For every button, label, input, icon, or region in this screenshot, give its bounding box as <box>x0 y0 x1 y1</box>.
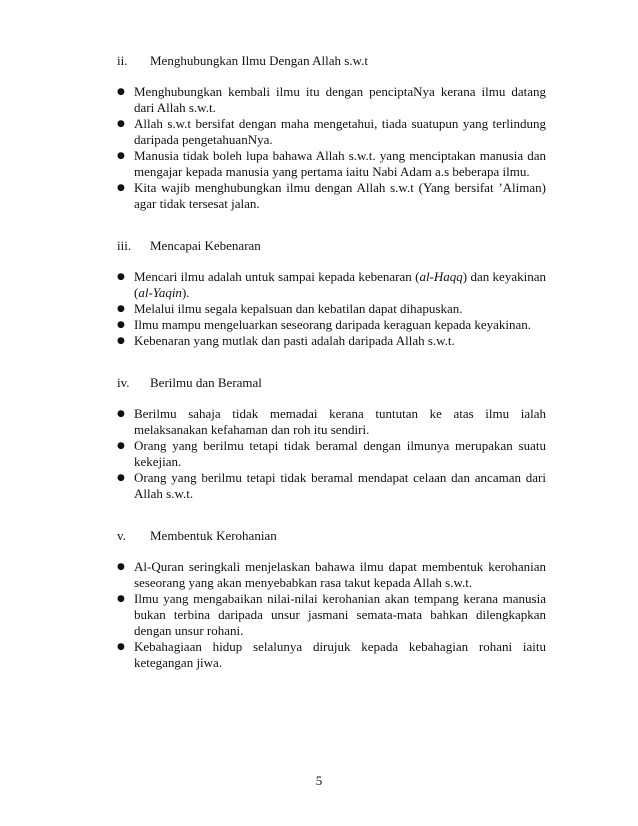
section-title: Menghubungkan Ilmu Dengan Allah s.w.t <box>150 53 368 68</box>
section-number: iii. <box>117 238 132 253</box>
bullet-item <box>117 84 546 116</box>
bullet-text <box>134 84 546 116</box>
bullet-list <box>117 84 546 212</box>
bullet-item <box>117 301 546 317</box>
bullet-text <box>134 591 546 639</box>
bullet-icon: ● <box>117 562 125 572</box>
bullet-item <box>117 180 546 212</box>
bullet-icon: ● <box>117 151 125 161</box>
section-heading <box>117 238 546 254</box>
bullet-icon: ● <box>117 304 125 314</box>
section-heading <box>117 53 546 69</box>
section <box>117 528 546 671</box>
bullet-text <box>134 406 546 438</box>
bullet-text <box>134 269 546 301</box>
bullet-icon: ● <box>117 320 125 330</box>
section-title: Mencapai Kebenaran <box>150 238 261 253</box>
bullet-icon: ● <box>117 441 125 451</box>
bullet-item <box>117 269 546 301</box>
bullet-icon: ● <box>117 473 125 483</box>
bullet-item <box>117 438 546 470</box>
section-title: Membentuk Kerohanian <box>150 528 277 543</box>
italic-term: al-Yaqin <box>138 285 182 300</box>
section <box>117 375 546 502</box>
bullet-text <box>134 317 546 333</box>
text-run: ). <box>181 285 190 300</box>
bullet-text <box>134 438 546 470</box>
text-run: Ilmu mampu mengeluarkan seseorang daripada keraguan kepada keyakinan. <box>134 317 532 332</box>
bullet-item <box>117 148 546 180</box>
bullet-text <box>134 470 546 502</box>
section-title: Berilmu dan Beramal <box>150 375 262 390</box>
text-run: Berilmu sahaja tidak memadai kerana tuntutan ke atas ilmu ialah melaksanakan kefahaman dan roh itu sendiri. <box>134 406 546 437</box>
text-run: Kebahagiaan hidup selalunya dirujuk kepada kebahagian rohani iaitu ketegangan jiwa. <box>134 639 546 670</box>
bullet-text <box>134 148 546 180</box>
bullet-list <box>117 406 546 502</box>
bullet-item <box>117 317 546 333</box>
text-run: Mencari ilmu adalah untuk sampai kepada kebenaran ( <box>134 269 420 284</box>
bullet-icon: ● <box>117 272 125 282</box>
text-run: Manusia tidak boleh lupa bahawa Allah s.w.t. yang menciptakan manusia dan mengajar kepada manusia yang pertama iaitu Nabi Adam a.s beberapa ilmu. <box>134 148 546 179</box>
bullet-item <box>117 333 546 349</box>
bullet-text <box>134 116 546 148</box>
text-run: Menghubungkan kembali ilmu itu dengan penciptaNya kerana ilmu datang dari Allah s.w.t. <box>134 84 546 115</box>
bullet-text <box>134 180 546 212</box>
text-run: Kita wajib menghubungkan ilmu dengan Allah s.w.t (Yang bersifat ’Aliman) agar tidak tersesat jalan. <box>134 180 546 211</box>
bullet-icon: ● <box>117 594 125 604</box>
bullet-icon: ● <box>117 642 125 652</box>
text-run: Allah s.w.t bersifat dengan maha mengetahui, tiada suatupun yang terlindung daripada pengetahuanNya. <box>134 116 546 147</box>
bullet-item <box>117 559 546 591</box>
text-run: Orang yang berilmu tetapi tidak beramal mendapat celaan dan ancaman dari Allah s.w.t. <box>134 470 546 501</box>
bullet-icon: ● <box>117 336 125 346</box>
bullet-icon: ● <box>117 183 125 193</box>
bullet-text <box>134 301 546 317</box>
bullet-icon: ● <box>117 119 125 129</box>
text-run: Orang yang berilmu tetapi tidak beramal dengan ilmunya merupakan suatu kekejian. <box>134 438 546 469</box>
bullet-text <box>134 639 546 671</box>
bullet-icon: ● <box>117 87 125 97</box>
section-number: v. <box>117 528 126 543</box>
bullet-list <box>117 269 546 349</box>
section-number: ii. <box>117 53 128 68</box>
bullet-item <box>117 406 546 438</box>
sections-container <box>117 53 546 697</box>
text-run: Al-Quran seringkali menjelaskan bahawa ilmu dapat membentuk kerohanian seseorang yang akan menyebabkan rasa takut kepada Allah s.w.t. <box>134 559 546 590</box>
bullet-icon: ● <box>117 409 125 419</box>
bullet-text <box>134 559 546 591</box>
bullet-item <box>117 470 546 502</box>
section-heading <box>117 528 546 544</box>
section-heading <box>117 375 546 391</box>
bullet-text <box>134 333 546 349</box>
section <box>117 238 546 349</box>
page-number: 5 <box>315 773 323 788</box>
bullet-list <box>117 559 546 671</box>
text-run: Kebenaran yang mutlak dan pasti adalah daripada Allah s.w.t. <box>134 333 455 348</box>
bullet-item <box>117 116 546 148</box>
bullet-item <box>117 591 546 639</box>
section-number: iv. <box>117 375 130 390</box>
bullet-item <box>117 639 546 671</box>
section <box>117 53 546 212</box>
text-run: Melalui ilmu segala kepalsuan dan kebatilan dapat dihapuskan. <box>134 301 463 316</box>
text-run: ) dan keyakinan ( <box>134 269 546 300</box>
text-run: Ilmu yang mengabaikan nilai-nilai kerohanian akan tempang kerana manusia bukan terbina daripada unsur jasmani semata-mata bahkan dilengkapkan dengan unsur rohani. <box>134 591 546 638</box>
italic-term: al-Haqq <box>419 269 463 284</box>
